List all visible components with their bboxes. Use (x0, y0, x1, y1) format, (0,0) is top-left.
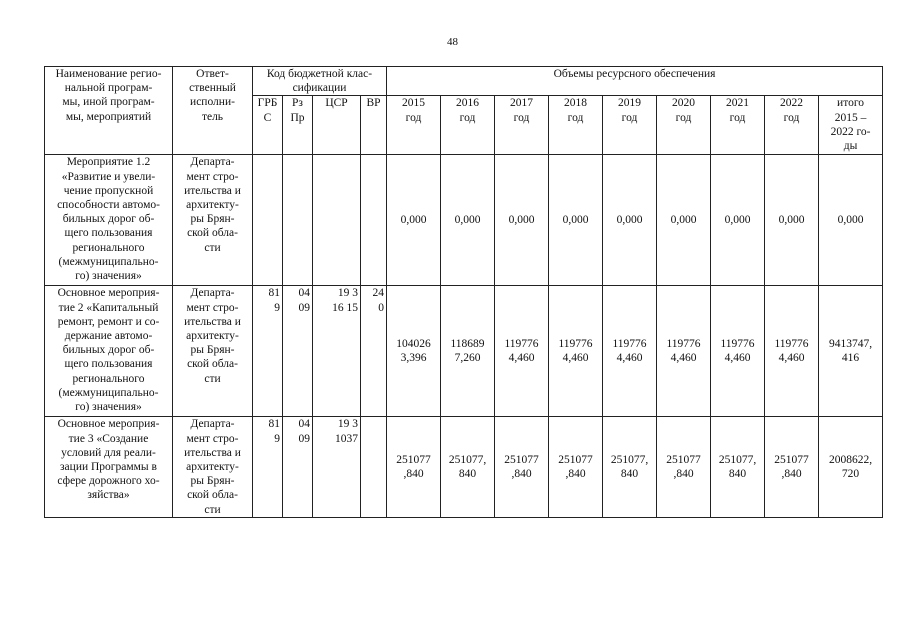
row-value-total: 9413747, 416 (819, 286, 883, 417)
row-value-2017: 119776 4,460 (495, 286, 549, 417)
header-vr: ВР (361, 96, 387, 155)
row-value-2016: 0,000 (441, 155, 495, 286)
header-year-2016: 2016 год (441, 96, 495, 155)
header-year-2021: 2021 год (711, 96, 765, 155)
row-value-2018: 0,000 (549, 155, 603, 286)
row-value-2018: 251077 ,840 (549, 417, 603, 518)
row-value-2015: 251077 ,840 (387, 417, 441, 518)
budget-table (44, 66, 883, 518)
header-rzpr: Рз Пр (283, 96, 313, 155)
header-year-2019: 2019 год (603, 96, 657, 155)
row-csr: 19 3 16 15 (313, 286, 361, 417)
row-value-2022: 251077 ,840 (765, 417, 819, 518)
row-value-total: 0,000 (819, 155, 883, 286)
header-year-2015: 2015 год (387, 96, 441, 155)
row-value-2021: 251077, 840 (711, 417, 765, 518)
row-responsible: Департа- мент стро- ительства и архитекту- ры Брян- ской обла- сти (173, 155, 253, 286)
header-year-2017: 2017 год (495, 96, 549, 155)
row-rzpr (283, 155, 313, 286)
row-value-2018: 119776 4,460 (549, 286, 603, 417)
row-value-2021: 0,000 (711, 155, 765, 286)
row-value-2022: 119776 4,460 (765, 286, 819, 417)
row-value-2019: 0,000 (603, 155, 657, 286)
row-rzpr: 04 09 (283, 286, 313, 417)
row-vr: 24 0 (361, 286, 387, 417)
row-csr: 19 3 1037 (313, 417, 361, 518)
row-grbs (253, 155, 283, 286)
row-name: Основное мероприя- тие 2 «Капитальный ремонт, ремонт и со- держание автомо- бильных дорог об- щего пользования регионального (межмуниципально- го) значения» (45, 286, 173, 417)
row-responsible: Департа- мент стро- ительства и архитекту- ры Брян- ской обла- сти (173, 286, 253, 417)
header-year-2018: 2018 год (549, 96, 603, 155)
row-grbs: 81 9 (253, 286, 283, 417)
row-value-2020: 119776 4,460 (657, 286, 711, 417)
row-value-2019: 251077, 840 (603, 417, 657, 518)
row-name: Основное мероприя- тие 3 «Создание условий для реали- зации Программы в сфере дорожного хо- зяйства» (45, 417, 173, 518)
header-year-2020: 2020 год (657, 96, 711, 155)
row-value-2022: 0,000 (765, 155, 819, 286)
row-csr (313, 155, 361, 286)
table-row (45, 286, 883, 417)
row-vr (361, 155, 387, 286)
row-value-2017: 0,000 (495, 155, 549, 286)
row-value-2020: 0,000 (657, 155, 711, 286)
row-grbs: 81 9 (253, 417, 283, 518)
table-row (45, 155, 883, 286)
header-row-top (45, 67, 883, 96)
header-responsible: Ответ- ственный исполни- тель (173, 67, 253, 155)
row-rzpr: 04 09 (283, 417, 313, 518)
row-value-2016: 251077, 840 (441, 417, 495, 518)
header-year-2022: 2022 год (765, 96, 819, 155)
header-csr: ЦСР (313, 96, 361, 155)
row-value-total: 2008622, 720 (819, 417, 883, 518)
row-value-2016: 118689 7,260 (441, 286, 495, 417)
row-value-2015: 0,000 (387, 155, 441, 286)
row-value-2019: 119776 4,460 (603, 286, 657, 417)
row-value-2015: 104026 3,396 (387, 286, 441, 417)
row-responsible: Департа- мент стро- ительства и архитекту- ры Брян- ской обла- сти (173, 417, 253, 518)
row-vr (361, 417, 387, 518)
header-code-group: Код бюджетной клас- сификации (253, 67, 387, 96)
row-value-2020: 251077 ,840 (657, 417, 711, 518)
row-value-2021: 119776 4,460 (711, 286, 765, 417)
table-row (45, 417, 883, 518)
header-volumes-group: Объемы ресурсного обеспечения (387, 67, 883, 96)
page-number: 48 (447, 36, 458, 48)
row-value-2017: 251077 ,840 (495, 417, 549, 518)
header-grbs: ГРБ С (253, 96, 283, 155)
header-total: итого 2015 – 2022 го- ды (819, 96, 883, 155)
row-name: Мероприятие 1.2 «Развитие и увели- чение пропускной способности автомо- бильных дорог об- щего пользования регионального (межмуниципально- го) значения» (45, 155, 173, 286)
header-name: Наименование регио- нальной програм- мы, иной програм- мы, мероприятий (45, 67, 173, 155)
